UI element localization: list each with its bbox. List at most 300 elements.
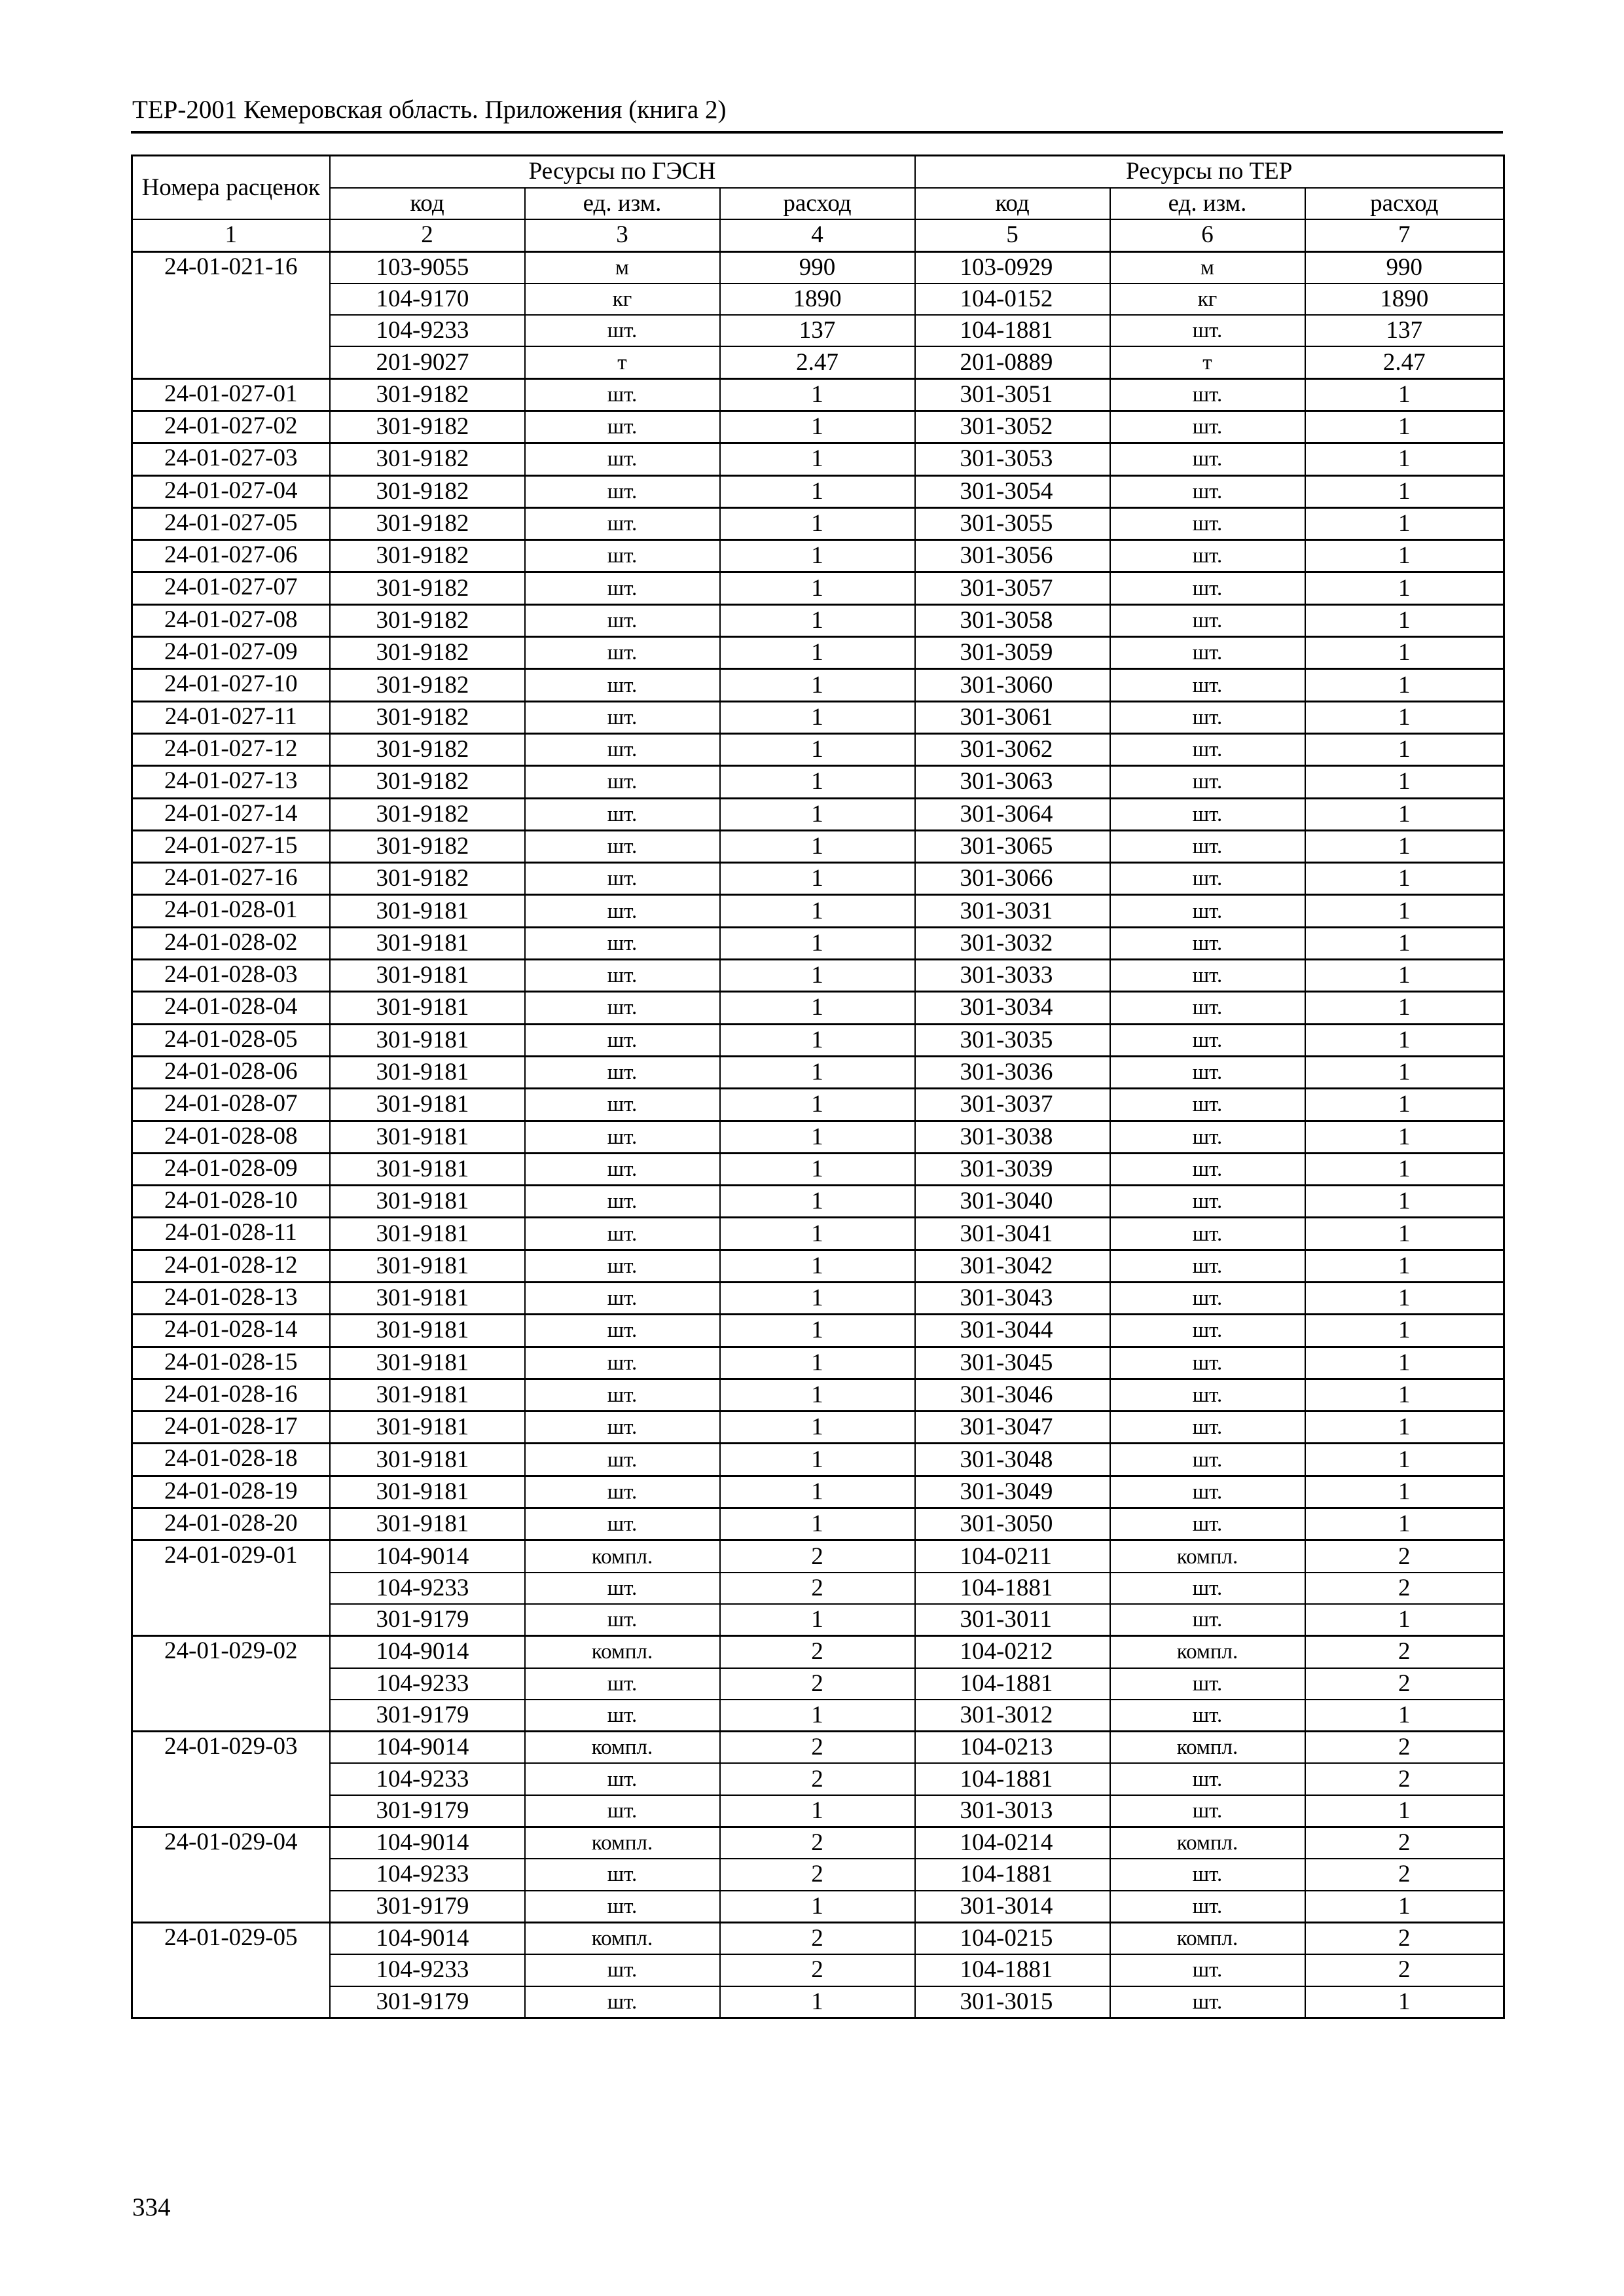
- ter-unit-cell: шт.: [1110, 1121, 1305, 1153]
- gesn-unit-cell: шт.: [525, 443, 720, 475]
- table-row: [132, 895, 1504, 927]
- gesn-code-cell: 104-9014: [330, 1540, 525, 1573]
- ter-unit-cell: шт.: [1110, 1186, 1305, 1218]
- gesn-qty-cell: 1: [720, 1315, 915, 1347]
- ter-qty-cell: 2: [1305, 1763, 1504, 1795]
- ter-qty-cell: 990: [1305, 251, 1504, 283]
- gesn-unit-cell: шт.: [525, 701, 720, 733]
- ter-unit-cell: шт.: [1110, 895, 1305, 927]
- ter-qty-cell: 1: [1305, 1412, 1504, 1444]
- ter-qty-cell: 2: [1305, 1636, 1504, 1668]
- rate-number-cell: 24-01-028-14: [132, 1315, 330, 1347]
- ter-code-cell: 301-3056: [915, 540, 1110, 572]
- ter-unit-cell: т: [1110, 346, 1305, 378]
- ter-qty-cell: 2: [1305, 1954, 1504, 1986]
- ter-unit-cell: шт.: [1110, 637, 1305, 669]
- table-row: [132, 927, 1504, 959]
- ter-code-cell: 301-3045: [915, 1347, 1110, 1379]
- rate-number-cell: 24-01-027-08: [132, 604, 330, 636]
- column-number: 1: [132, 219, 330, 251]
- ter-qty-cell: 1: [1305, 1444, 1504, 1476]
- gesn-qty-cell: 2.47: [720, 346, 915, 378]
- ter-code-cell: 104-1881: [915, 1573, 1110, 1604]
- table-row: [132, 766, 1504, 798]
- gesn-qty-cell: 1: [720, 701, 915, 733]
- gesn-code-cell: 201-9027: [330, 346, 525, 378]
- ter-qty-cell: 1: [1305, 1604, 1504, 1636]
- ter-unit-cell: шт.: [1110, 1573, 1305, 1604]
- gesn-code-cell: 301-9179: [330, 1604, 525, 1636]
- ter-code-cell: 104-1881: [915, 1763, 1110, 1795]
- gesn-qty-cell: 1: [720, 475, 915, 507]
- ter-unit-cell: компл.: [1110, 1922, 1305, 1954]
- gesn-qty-cell: 2: [720, 1763, 915, 1795]
- table-row: [132, 1089, 1504, 1121]
- gesn-unit-cell: шт.: [525, 572, 720, 604]
- ter-unit-cell: шт.: [1110, 1508, 1305, 1540]
- ter-unit-cell: шт.: [1110, 604, 1305, 636]
- gesn-qty-cell: 1: [720, 1412, 915, 1444]
- ter-qty-cell: 1: [1305, 1121, 1504, 1153]
- ter-qty-cell: 1: [1305, 1508, 1504, 1540]
- table-row: [132, 701, 1504, 733]
- gesn-unit-cell: шт.: [525, 1315, 720, 1347]
- ter-code-cell: 301-3050: [915, 1508, 1110, 1540]
- header-gesn-code: код: [330, 188, 525, 220]
- gesn-qty-cell: 137: [720, 315, 915, 346]
- table-row: [132, 572, 1504, 604]
- gesn-unit-cell: шт.: [525, 1763, 720, 1795]
- gesn-qty-cell: 1: [720, 733, 915, 765]
- ter-unit-cell: шт.: [1110, 1024, 1305, 1056]
- gesn-qty-cell: 1: [720, 1283, 915, 1315]
- rate-number-cell: 24-01-027-04: [132, 475, 330, 507]
- ter-unit-cell: компл.: [1110, 1827, 1305, 1859]
- rate-number-cell: 24-01-027-11: [132, 701, 330, 733]
- ter-qty-cell: 1: [1305, 1347, 1504, 1379]
- ter-unit-cell: шт.: [1110, 701, 1305, 733]
- ter-unit-cell: шт.: [1110, 1283, 1305, 1315]
- rate-number-cell: 24-01-029-05: [132, 1922, 330, 2018]
- gesn-unit-cell: т: [525, 346, 720, 378]
- gesn-qty-cell: 990: [720, 251, 915, 283]
- rate-number-cell: 24-01-028-17: [132, 1412, 330, 1444]
- table-row: [132, 830, 1504, 862]
- table-row: [132, 540, 1504, 572]
- gesn-code-cell: 301-9181: [330, 1218, 525, 1250]
- gesn-code-cell: 301-9182: [330, 572, 525, 604]
- ter-unit-cell: шт.: [1110, 1444, 1305, 1476]
- ter-qty-cell: 1: [1305, 540, 1504, 572]
- gesn-code-cell: 104-9233: [330, 1763, 525, 1795]
- gesn-unit-cell: шт.: [525, 895, 720, 927]
- gesn-code-cell: 301-9182: [330, 507, 525, 539]
- column-number: 7: [1305, 219, 1504, 251]
- ter-code-cell: 301-3057: [915, 572, 1110, 604]
- table-row: [132, 1540, 1504, 1573]
- gesn-qty-cell: 2: [720, 1636, 915, 1668]
- rate-number-cell: 24-01-027-13: [132, 766, 330, 798]
- ter-qty-cell: 1: [1305, 1795, 1504, 1827]
- gesn-code-cell: 301-9182: [330, 669, 525, 701]
- table-row: [132, 1379, 1504, 1411]
- gesn-code-cell: 301-9182: [330, 443, 525, 475]
- gesn-unit-cell: шт.: [525, 1700, 720, 1732]
- ter-code-cell: 301-3062: [915, 733, 1110, 765]
- gesn-qty-cell: 1: [720, 1700, 915, 1732]
- table-row: [132, 346, 1504, 378]
- ter-unit-cell: кг: [1110, 283, 1305, 315]
- table-head-row-groups: [132, 156, 1504, 188]
- gesn-code-cell: 301-9181: [330, 1379, 525, 1411]
- ter-code-cell: 104-0213: [915, 1732, 1110, 1764]
- ter-code-cell: 301-3043: [915, 1283, 1110, 1315]
- rate-number-cell: 24-01-027-10: [132, 669, 330, 701]
- ter-unit-cell: компл.: [1110, 1732, 1305, 1764]
- page-number: 334: [132, 2193, 171, 2221]
- ter-unit-cell: шт.: [1110, 669, 1305, 701]
- ter-unit-cell: шт.: [1110, 1250, 1305, 1282]
- ter-qty-cell: 1: [1305, 766, 1504, 798]
- table-row: [132, 1604, 1504, 1636]
- header-ter-unit: ед. изм.: [1110, 188, 1305, 220]
- gesn-unit-cell: шт.: [525, 1056, 720, 1088]
- ter-qty-cell: 1: [1305, 1315, 1504, 1347]
- gesn-qty-cell: 2: [720, 1954, 915, 1986]
- rate-number-cell: 24-01-027-05: [132, 507, 330, 539]
- table-row: [132, 960, 1504, 992]
- ter-code-cell: 104-1881: [915, 1668, 1110, 1700]
- gesn-code-cell: 301-9181: [330, 1121, 525, 1153]
- ter-qty-cell: 1: [1305, 927, 1504, 959]
- ter-code-cell: 301-3040: [915, 1186, 1110, 1218]
- gesn-qty-cell: 1: [720, 1604, 915, 1636]
- table-row: [132, 1412, 1504, 1444]
- gesn-code-cell: 104-9233: [330, 1668, 525, 1700]
- gesn-qty-cell: 1: [720, 863, 915, 895]
- gesn-qty-cell: 1: [720, 1444, 915, 1476]
- ter-qty-cell: 1: [1305, 669, 1504, 701]
- ter-unit-cell: шт.: [1110, 1412, 1305, 1444]
- ter-code-cell: 301-3013: [915, 1795, 1110, 1827]
- gesn-code-cell: 301-9181: [330, 960, 525, 992]
- ter-unit-cell: шт.: [1110, 863, 1305, 895]
- ter-unit-cell: шт.: [1110, 1891, 1305, 1923]
- gesn-unit-cell: шт.: [525, 669, 720, 701]
- gesn-qty-cell: 1: [720, 1153, 915, 1185]
- ter-qty-cell: 2: [1305, 1732, 1504, 1764]
- table-row: [132, 1827, 1504, 1859]
- gesn-unit-cell: шт.: [525, 1347, 720, 1379]
- gesn-unit-cell: шт.: [525, 1121, 720, 1153]
- gesn-unit-cell: компл.: [525, 1732, 720, 1764]
- gesn-qty-cell: 2: [720, 1540, 915, 1573]
- rate-number-cell: 24-01-027-01: [132, 378, 330, 410]
- ter-qty-cell: 1: [1305, 830, 1504, 862]
- ter-code-cell: 301-3036: [915, 1056, 1110, 1088]
- gesn-code-cell: 301-9182: [330, 733, 525, 765]
- gesn-qty-cell: 2: [720, 1859, 915, 1890]
- ter-unit-cell: шт.: [1110, 766, 1305, 798]
- ter-unit-cell: шт.: [1110, 927, 1305, 959]
- column-number: 4: [720, 219, 915, 251]
- gesn-code-cell: 104-9233: [330, 1573, 525, 1604]
- gesn-qty-cell: 2: [720, 1732, 915, 1764]
- gesn-code-cell: 301-9181: [330, 1508, 525, 1540]
- ter-qty-cell: 1: [1305, 410, 1504, 443]
- header-gesn-unit: ед. изм.: [525, 188, 720, 220]
- ter-qty-cell: 2: [1305, 1827, 1504, 1859]
- table-row: [132, 1121, 1504, 1153]
- gesn-unit-cell: шт.: [525, 1573, 720, 1604]
- table-row: [132, 1153, 1504, 1185]
- ter-code-cell: 104-0212: [915, 1636, 1110, 1668]
- gesn-qty-cell: 1: [720, 378, 915, 410]
- rate-number-cell: 24-01-027-03: [132, 443, 330, 475]
- ter-qty-cell: 1: [1305, 637, 1504, 669]
- ter-qty-cell: 1: [1305, 733, 1504, 765]
- gesn-qty-cell: 1: [720, 1024, 915, 1056]
- gesn-code-cell: 301-9181: [330, 1315, 525, 1347]
- table-row: [132, 1444, 1504, 1476]
- ter-code-cell: 301-3055: [915, 507, 1110, 539]
- ter-qty-cell: 1: [1305, 1250, 1504, 1282]
- ter-code-cell: 301-3065: [915, 830, 1110, 862]
- gesn-unit-cell: шт.: [525, 960, 720, 992]
- header-ter-resources: Ресурсы по ТЕР: [915, 156, 1504, 188]
- ter-code-cell: 301-3041: [915, 1218, 1110, 1250]
- ter-qty-cell: 1: [1305, 1283, 1504, 1315]
- gesn-code-cell: 301-9179: [330, 1700, 525, 1732]
- rate-number-cell: 24-01-028-18: [132, 1444, 330, 1476]
- rate-number-cell: 24-01-028-01: [132, 895, 330, 927]
- gesn-unit-cell: шт.: [525, 798, 720, 830]
- gesn-qty-cell: 1: [720, 1121, 915, 1153]
- rate-number-cell: 24-01-028-04: [132, 992, 330, 1024]
- ter-code-cell: 301-3060: [915, 669, 1110, 701]
- ter-qty-cell: 1: [1305, 1056, 1504, 1088]
- gesn-qty-cell: 1: [720, 604, 915, 636]
- gesn-unit-cell: шт.: [525, 507, 720, 539]
- ter-unit-cell: шт.: [1110, 315, 1305, 346]
- ter-code-cell: 301-3031: [915, 895, 1110, 927]
- gesn-code-cell: 301-9179: [330, 1986, 525, 2018]
- gesn-unit-cell: шт.: [525, 1986, 720, 2018]
- gesn-code-cell: 301-9179: [330, 1891, 525, 1923]
- gesn-unit-cell: шт.: [525, 1508, 720, 1540]
- table-row: [132, 1668, 1504, 1700]
- gesn-code-cell: 301-9181: [330, 1024, 525, 1056]
- table-row: [132, 733, 1504, 765]
- gesn-qty-cell: 1: [720, 1508, 915, 1540]
- gesn-code-cell: 301-9179: [330, 1795, 525, 1827]
- ter-qty-cell: 1: [1305, 1089, 1504, 1121]
- table-row: [132, 1218, 1504, 1250]
- gesn-unit-cell: шт.: [525, 1153, 720, 1185]
- ter-unit-cell: шт.: [1110, 540, 1305, 572]
- gesn-unit-cell: шт.: [525, 604, 720, 636]
- table-row: [132, 1573, 1504, 1604]
- ter-unit-cell: шт.: [1110, 572, 1305, 604]
- ter-qty-cell: 2: [1305, 1668, 1504, 1700]
- ter-code-cell: 301-3046: [915, 1379, 1110, 1411]
- gesn-code-cell: 301-9182: [330, 766, 525, 798]
- column-number: 6: [1110, 219, 1305, 251]
- gesn-qty-cell: 1: [720, 410, 915, 443]
- gesn-qty-cell: 1: [720, 572, 915, 604]
- ter-qty-cell: 1: [1305, 443, 1504, 475]
- ter-qty-cell: 1: [1305, 1986, 1504, 2018]
- table-row: [132, 992, 1504, 1024]
- header-gesn-qty: расход: [720, 188, 915, 220]
- gesn-unit-cell: шт.: [525, 927, 720, 959]
- ter-code-cell: 201-0889: [915, 346, 1110, 378]
- ter-unit-cell: шт.: [1110, 1476, 1305, 1508]
- gesn-unit-cell: шт.: [525, 733, 720, 765]
- table-row: [132, 410, 1504, 443]
- rate-number-cell: 24-01-028-12: [132, 1250, 330, 1282]
- gesn-qty-cell: 1: [720, 992, 915, 1024]
- gesn-unit-cell: шт.: [525, 1250, 720, 1282]
- gesn-code-cell: 301-9182: [330, 378, 525, 410]
- gesn-qty-cell: 2: [720, 1922, 915, 1954]
- ter-code-cell: 301-3015: [915, 1986, 1110, 2018]
- ter-code-cell: 301-3064: [915, 798, 1110, 830]
- gesn-code-cell: 104-9014: [330, 1922, 525, 1954]
- table-row: [132, 1986, 1504, 2018]
- gesn-unit-cell: компл.: [525, 1540, 720, 1573]
- gesn-code-cell: 301-9181: [330, 1476, 525, 1508]
- table-row: [132, 251, 1504, 283]
- ter-code-cell: 301-3044: [915, 1315, 1110, 1347]
- ter-code-cell: 301-3049: [915, 1476, 1110, 1508]
- gesn-unit-cell: шт.: [525, 1283, 720, 1315]
- ter-unit-cell: компл.: [1110, 1540, 1305, 1573]
- ter-qty-cell: 1: [1305, 507, 1504, 539]
- rate-number-cell: 24-01-028-02: [132, 927, 330, 959]
- table-row: [132, 378, 1504, 410]
- gesn-code-cell: 301-9181: [330, 1412, 525, 1444]
- table-row: [132, 1636, 1504, 1668]
- gesn-code-cell: 301-9181: [330, 895, 525, 927]
- ter-qty-cell: 1: [1305, 1700, 1504, 1732]
- gesn-code-cell: 104-9014: [330, 1827, 525, 1859]
- table-row: [132, 1347, 1504, 1379]
- ter-code-cell: 301-3058: [915, 604, 1110, 636]
- ter-code-cell: 301-3059: [915, 637, 1110, 669]
- ter-code-cell: 301-3032: [915, 927, 1110, 959]
- ter-unit-cell: шт.: [1110, 1986, 1305, 2018]
- ter-qty-cell: 1: [1305, 863, 1504, 895]
- ter-unit-cell: м: [1110, 251, 1305, 283]
- gesn-unit-cell: шт.: [525, 1379, 720, 1411]
- gesn-unit-cell: шт.: [525, 1954, 720, 1986]
- ter-code-cell: 301-3053: [915, 443, 1110, 475]
- ter-code-cell: 301-3033: [915, 960, 1110, 992]
- rate-number-cell: 24-01-027-02: [132, 410, 330, 443]
- ter-code-cell: 301-3035: [915, 1024, 1110, 1056]
- gesn-unit-cell: шт.: [525, 830, 720, 862]
- ter-unit-cell: шт.: [1110, 378, 1305, 410]
- gesn-code-cell: 301-9181: [330, 1056, 525, 1088]
- rate-number-cell: 24-01-028-16: [132, 1379, 330, 1411]
- rate-number-cell: 24-01-027-07: [132, 572, 330, 604]
- table-row: [132, 1250, 1504, 1282]
- ter-qty-cell: 2: [1305, 1540, 1504, 1573]
- gesn-qty-cell: 1: [720, 1379, 915, 1411]
- table-row: [132, 637, 1504, 669]
- rate-number-cell: 24-01-028-19: [132, 1476, 330, 1508]
- gesn-unit-cell: шт.: [525, 1891, 720, 1923]
- table-row: [132, 1056, 1504, 1088]
- ter-qty-cell: 1: [1305, 475, 1504, 507]
- header-ter-code: код: [915, 188, 1110, 220]
- resources-table: [131, 155, 1505, 2019]
- column-number: 2: [330, 219, 525, 251]
- rate-number-cell: 24-01-027-09: [132, 637, 330, 669]
- gesn-code-cell: 301-9181: [330, 992, 525, 1024]
- table-row: [132, 315, 1504, 346]
- rate-number-cell: 24-01-027-14: [132, 798, 330, 830]
- ter-unit-cell: шт.: [1110, 960, 1305, 992]
- ter-qty-cell: 1: [1305, 378, 1504, 410]
- table-head-row-columns: [132, 188, 1504, 220]
- ter-code-cell: 104-1881: [915, 1954, 1110, 1986]
- ter-unit-cell: шт.: [1110, 1153, 1305, 1185]
- ter-qty-cell: 1: [1305, 798, 1504, 830]
- gesn-qty-cell: 1: [720, 960, 915, 992]
- ter-qty-cell: 1: [1305, 1024, 1504, 1056]
- table-row: [132, 475, 1504, 507]
- ter-code-cell: 301-3048: [915, 1444, 1110, 1476]
- gesn-unit-cell: шт.: [525, 1186, 720, 1218]
- gesn-code-cell: 301-9182: [330, 798, 525, 830]
- gesn-unit-cell: шт.: [525, 410, 720, 443]
- ter-qty-cell: 1: [1305, 960, 1504, 992]
- ter-qty-cell: 1: [1305, 1891, 1504, 1923]
- ter-unit-cell: шт.: [1110, 733, 1305, 765]
- rate-number-cell: 24-01-028-07: [132, 1089, 330, 1121]
- ter-qty-cell: 2: [1305, 1922, 1504, 1954]
- gesn-code-cell: 301-9182: [330, 540, 525, 572]
- rate-number-cell: 24-01-021-16: [132, 251, 330, 378]
- gesn-qty-cell: 1: [720, 927, 915, 959]
- ter-code-cell: 301-3047: [915, 1412, 1110, 1444]
- gesn-unit-cell: шт.: [525, 992, 720, 1024]
- ter-code-cell: 301-3051: [915, 378, 1110, 410]
- table-row: [132, 443, 1504, 475]
- ter-qty-cell: 1: [1305, 572, 1504, 604]
- rate-number-cell: 24-01-028-11: [132, 1218, 330, 1250]
- gesn-unit-cell: шт.: [525, 637, 720, 669]
- gesn-code-cell: 301-9181: [330, 1444, 525, 1476]
- gesn-code-cell: 301-9181: [330, 1250, 525, 1282]
- gesn-qty-cell: 1: [720, 1250, 915, 1282]
- gesn-qty-cell: 1: [720, 1986, 915, 2018]
- rate-number-cell: 24-01-028-03: [132, 960, 330, 992]
- table-row: [132, 283, 1504, 315]
- table-row: [132, 507, 1504, 539]
- gesn-code-cell: 301-9181: [330, 1347, 525, 1379]
- gesn-qty-cell: 1: [720, 540, 915, 572]
- rate-number-cell: 24-01-028-05: [132, 1024, 330, 1056]
- table-row: [132, 1795, 1504, 1827]
- rate-number-cell: 24-01-029-04: [132, 1827, 330, 1923]
- gesn-qty-cell: 2: [720, 1668, 915, 1700]
- ter-code-cell: 301-3042: [915, 1250, 1110, 1282]
- ter-unit-cell: шт.: [1110, 1795, 1305, 1827]
- ter-qty-cell: 1: [1305, 895, 1504, 927]
